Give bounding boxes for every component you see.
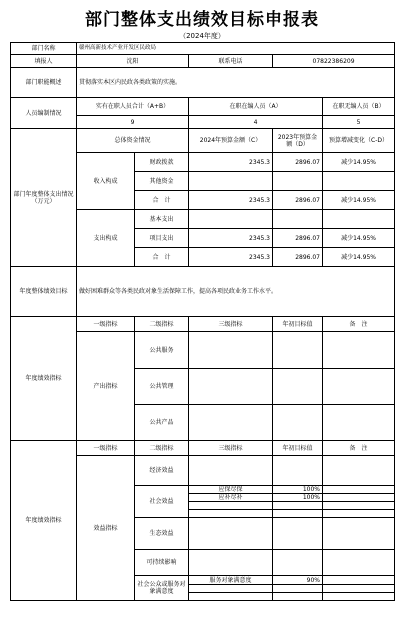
social-row-value: 100% bbox=[273, 486, 323, 494]
goal-text: 做好困难群众等各类民政对象生活保障工作，提高各项民政业务工作水平。 bbox=[77, 267, 395, 317]
perf1-level2: 公共产品 bbox=[135, 405, 189, 441]
perf2-economic: 经济效益 bbox=[135, 456, 189, 486]
duty-text: 贯彻落实本区内民政各类政策的实施。 bbox=[77, 68, 395, 98]
staff-b-value: 5 bbox=[323, 116, 395, 129]
expense-row-change: 减少14.95% bbox=[323, 229, 395, 248]
income-row-name: 其他资金 bbox=[135, 172, 189, 191]
perf2-sustain: 可持续影响 bbox=[135, 550, 189, 576]
perf2-h2: 二级指标 bbox=[135, 441, 189, 456]
income-row-d bbox=[273, 172, 323, 191]
expense-label: 支出构成 bbox=[77, 210, 135, 267]
expense-row-c bbox=[189, 210, 273, 229]
perf1-h3: 三级指标 bbox=[189, 317, 273, 332]
perf2-h3: 三级指标 bbox=[189, 441, 273, 456]
funds-header-change: 预算增减变化（C-D） bbox=[323, 129, 395, 153]
funds-header-c: 2024年预算金额（C） bbox=[189, 129, 273, 153]
page-subtitle: （2024年度） bbox=[179, 32, 225, 40]
perf2-satisfaction: 社会公众或服务对象满意度 bbox=[135, 576, 189, 601]
income-row-change bbox=[323, 172, 395, 191]
perf1-label: 年度绩效指标 bbox=[11, 317, 77, 441]
perf1-level1: 产出指标 bbox=[77, 332, 135, 441]
perf2-eco: 生态效益 bbox=[135, 518, 189, 550]
social-row-value: 100% bbox=[273, 494, 323, 502]
dept-name-value: 赣州高新技术产业开发区民政局 bbox=[77, 43, 395, 55]
income-row-c bbox=[189, 172, 273, 191]
perf1-h5: 备 注 bbox=[323, 317, 395, 332]
staff-total-value: 9 bbox=[77, 116, 189, 129]
income-row-name: 财政拨款 bbox=[135, 153, 189, 172]
perf2-h4: 年初目标值 bbox=[273, 441, 323, 456]
perf2-label: 年度绩效指标 bbox=[11, 441, 77, 601]
expense-row-name: 项目支出 bbox=[135, 229, 189, 248]
duty-label: 部门职能概述 bbox=[11, 68, 77, 98]
expense-row-change: 减少14.95% bbox=[323, 248, 395, 267]
perf2-level1: 效益指标 bbox=[77, 456, 135, 601]
staff-total-label: 实有在职人员合计（A+B） bbox=[77, 98, 189, 116]
staff-a-label: 在职在编人员（A） bbox=[189, 98, 323, 116]
perf1-h2: 二级指标 bbox=[135, 317, 189, 332]
satisfaction-row-name: 服务对象满意度 bbox=[189, 576, 273, 585]
page-title: 部门整体支出绩效目标申报表 bbox=[85, 10, 319, 30]
expense-row-name: 合 计 bbox=[135, 248, 189, 267]
income-row-change: 减少14.95% bbox=[323, 191, 395, 210]
expense-row-c: 2345.3 bbox=[189, 229, 273, 248]
expense-row-c: 2345.3 bbox=[189, 248, 273, 267]
goal-label: 年度整体绩效目标 bbox=[11, 267, 77, 317]
filler-label: 填报人 bbox=[11, 55, 77, 68]
expense-row-d bbox=[273, 210, 323, 229]
income-row-d: 2896.07 bbox=[273, 191, 323, 210]
expense-row-change bbox=[323, 210, 395, 229]
staff-b-label: 在职无编人员（B） bbox=[323, 98, 395, 116]
perf2-h5: 备 注 bbox=[323, 441, 395, 456]
social-row-name: 应补尽补 bbox=[189, 494, 273, 502]
social-row-name: 应保尽保 bbox=[189, 486, 273, 494]
perf2-social: 社会效益 bbox=[135, 486, 189, 518]
expense-row-name: 基本支出 bbox=[135, 210, 189, 229]
phone-label: 联系电话 bbox=[189, 55, 273, 68]
satisfaction-row-value: 90% bbox=[273, 576, 323, 585]
funds-label: 部门年度整体支出情况（万元） bbox=[11, 129, 77, 267]
funds-header-item: 总体资金情况 bbox=[77, 129, 189, 153]
income-row-c: 2345.3 bbox=[189, 153, 273, 172]
perf2-h1: 一级指标 bbox=[77, 441, 135, 456]
income-row-name: 合 计 bbox=[135, 191, 189, 210]
performance-table bbox=[10, 42, 395, 601]
expense-row-d: 2896.07 bbox=[273, 248, 323, 267]
funds-header-d: 2023年预算金额（D） bbox=[273, 129, 323, 153]
perf1-h4: 年初目标值 bbox=[273, 317, 323, 332]
income-row-d: 2896.07 bbox=[273, 153, 323, 172]
staff-label: 人员编制情况 bbox=[11, 98, 77, 129]
perf1-level2: 公共服务 bbox=[135, 332, 189, 369]
perf1-h1: 一级指标 bbox=[77, 317, 135, 332]
income-label: 收入构成 bbox=[77, 153, 135, 210]
staff-a-value: 4 bbox=[189, 116, 323, 129]
expense-row-d: 2896.07 bbox=[273, 229, 323, 248]
income-row-c: 2345.3 bbox=[189, 191, 273, 210]
phone-value: 07822386209 bbox=[273, 55, 395, 68]
perf1-level2: 公共管理 bbox=[135, 369, 189, 405]
filler-value: 沈阳 bbox=[77, 55, 189, 68]
dept-name-label: 部门名称 bbox=[11, 43, 77, 55]
income-row-change: 减少14.95% bbox=[323, 153, 395, 172]
